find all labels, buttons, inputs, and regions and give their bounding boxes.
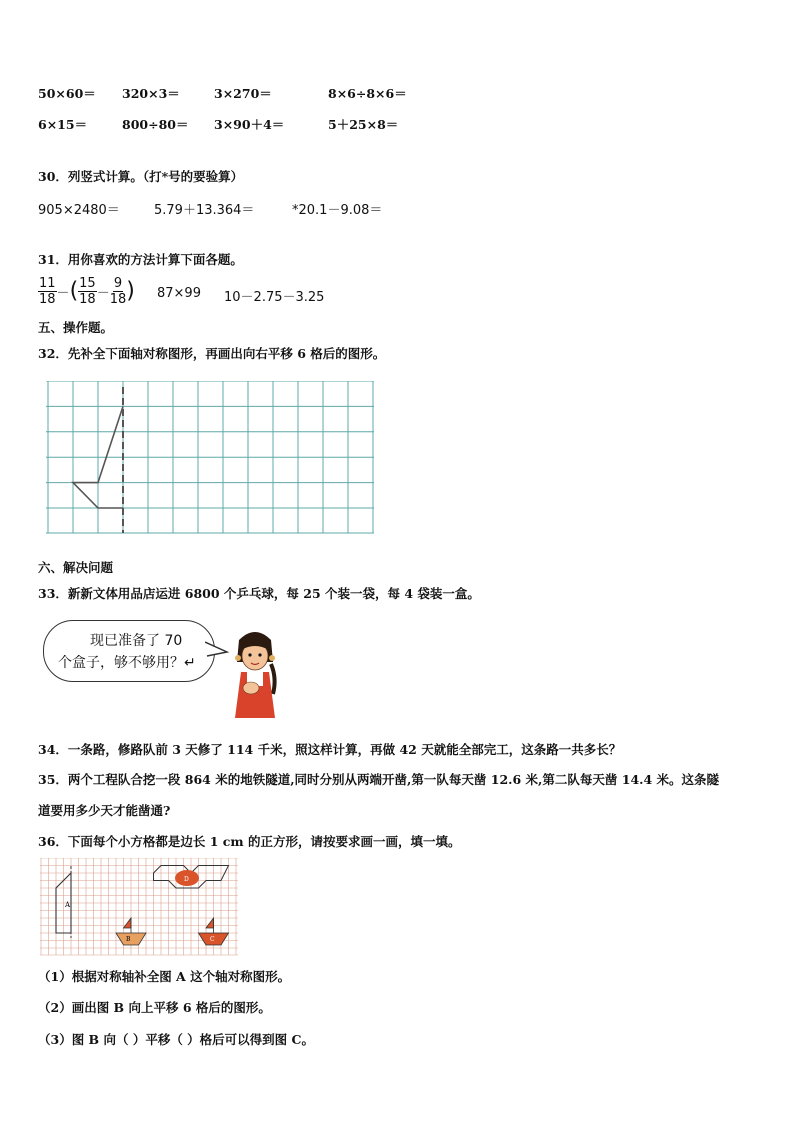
section-6-heading: 六、解决问题 <box>38 560 114 575</box>
q30-item-2: 5.79＋13.364＝ <box>154 203 255 218</box>
q30-title: 30．列竖式计算。（打*号的要验算） <box>38 169 244 184</box>
q34-title: 34．一条路，修路队前 3 天修了 114 千米，照这样计算，再做 42 天就能全部完工，这条路一共多长？ <box>38 742 622 757</box>
q36-sub-2: （2）画出图 B 向上平移 6 格后的图形。 <box>38 1000 271 1015</box>
fraction-15-18: $\frac{15}{18}$ <box>79 276 96 307</box>
mm-r1-c3: 3×270＝ <box>214 86 272 101</box>
figure-b-top <box>124 918 132 928</box>
q30-item-1: 905×2480＝ <box>38 203 120 218</box>
label-c: C <box>210 936 215 943</box>
teal-grid-lines <box>46 381 374 533</box>
section-5-heading: 五、操作题。 <box>38 320 114 335</box>
mm-r2-c4: 5＋25×8＝ <box>328 117 399 132</box>
mm-r2-c1: 6×15＝ <box>38 117 88 132</box>
q31-expression-3: 10－2.75－3.25 <box>224 290 325 305</box>
q36-sub-1: （1）根据对称轴补全图 A 这个轴对称图形。 <box>38 969 291 984</box>
bubble-text-line-1: 现已准备了 70 <box>90 633 183 649</box>
q35-line-1: 35．两个工程队合挖一段 864 米的地铁隧道,同时分别从两端开凿,第一队每天凿 12.6 米,第二队每天凿 14.4 米。这条隧 <box>38 772 720 787</box>
mm-r2-c3: 3×90＋4＝ <box>214 117 285 132</box>
q35-line-2: 道要用多少天才能凿通? <box>38 803 171 818</box>
q31-expression-2: 87×99 <box>157 286 201 301</box>
q30-item-3: *20.1－9.08＝ <box>292 203 383 218</box>
label-a: A <box>65 901 71 909</box>
mm-r2-c2: 800÷80＝ <box>122 117 189 132</box>
q32-title: 32．先补全下面轴对称图形，再画出向右平移 6 格后的图形。 <box>38 346 386 361</box>
fraction-11-18: $\frac{11}{18}$ <box>39 276 56 307</box>
label-b: B <box>126 936 131 943</box>
q36-grid-figure <box>40 858 240 956</box>
figure-c-top <box>206 918 214 928</box>
bubble-text-line-2: 个盒子，够不够用？↵ <box>58 655 196 671</box>
q36-title: 36．下面每个小方格都是边长 1 cm 的正方形，请按要求画一画，填一填。 <box>38 834 461 849</box>
label-d-glyph: D <box>184 876 189 883</box>
q33-title: 33．新新文体用品店运进 6800 个乒乓球，每 25 个装一袋，每 4 袋装一盒。 <box>38 586 480 601</box>
q31-expression-1: $\frac{11}{18}$ －( $\frac{15}{18}$ － $\frac{9}{18}$ ) <box>39 276 135 307</box>
q32-grid-figure <box>46 381 376 536</box>
q31-title: 31．用你喜欢的方法计算下面各题。 <box>38 252 243 267</box>
girl-illustration <box>225 628 285 720</box>
mm-r1-c1: 50×60＝ <box>38 86 96 101</box>
q36-sub-3: （3）图 B 向（ ）平移（ ）格后可以得到图 C。 <box>38 1032 314 1047</box>
fraction-9-18: $\frac{9}{18}$ <box>109 276 127 307</box>
mm-r1-c4: 8×6÷8×6＝ <box>328 86 407 101</box>
figure-b-base <box>116 933 146 945</box>
mm-r1-c2: 320×3＝ <box>122 86 180 101</box>
